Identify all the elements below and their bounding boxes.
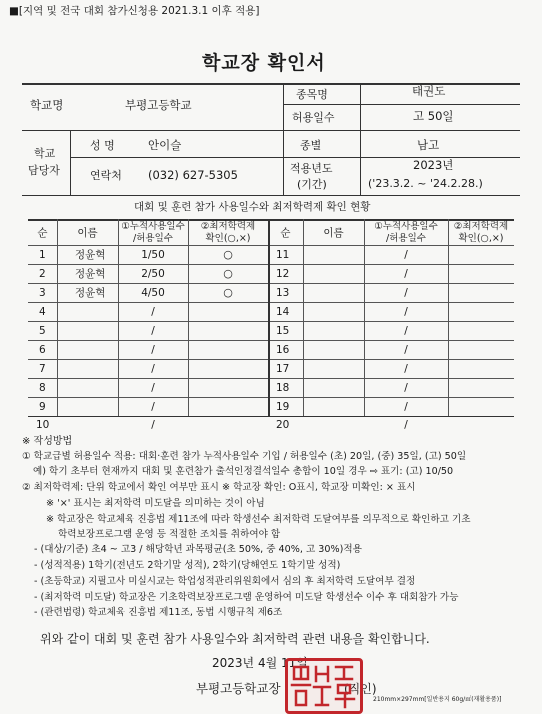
- row-no: 15: [276, 325, 290, 337]
- row-no: 16: [276, 344, 290, 356]
- row-no: 8: [39, 382, 46, 394]
- note-4b: 학력보장프로그램 운영 등 적절한 조치를 취하여야 함: [58, 529, 281, 540]
- row-days: /: [151, 325, 155, 337]
- row-check: ○: [223, 267, 233, 280]
- row-days: /: [404, 287, 408, 299]
- row-no: 20: [276, 419, 290, 431]
- row-no: 6: [39, 344, 46, 356]
- row-days: /: [151, 382, 155, 394]
- paper-spec: 210mm×297mm[일반용지 60g/㎡(재활용품)]: [373, 696, 502, 703]
- row-days: /: [151, 401, 155, 413]
- row-days: /: [151, 306, 155, 318]
- manager-label-1: 학교: [34, 147, 56, 160]
- row-no: 12: [276, 268, 290, 280]
- page-title: 학교장 확인서: [202, 52, 326, 74]
- row-days: /: [404, 325, 408, 337]
- row-name: 정윤혁: [75, 287, 106, 299]
- row-days: /: [404, 382, 408, 394]
- notes-heading: ※ 작성방법: [22, 436, 73, 447]
- note-1b: 예) 학기 초부터 현재까지 대회 및 훈련참가 출석인정결석일수 총합이 10일 경우 ⇨ 표기: (고) 10/50: [33, 466, 454, 477]
- header-note: ■[지역 및 전국 대회 참가신청용 2021.3.1 이후 적용]: [9, 5, 260, 17]
- note-3: ※ '×' 표시는 최저학력 미도달을 의미하는 것이 아님: [46, 498, 265, 509]
- sport-value: 태권도: [412, 84, 446, 98]
- gender-value: 남고: [417, 138, 440, 152]
- allowed-days-label: 허용일수: [292, 111, 335, 124]
- note-2: ② 최저학력제: 단위 학교에서 확인 여부만 표시 ※ 학교장 확인: O표시, 학교장 미확인: × 표시: [22, 482, 416, 493]
- row-no: 11: [276, 249, 290, 261]
- bullet-2: - (성적적용) 1학기(전년도 2학기말 성적), 2학기(당해연도 1학기말 성적): [34, 560, 341, 571]
- period-value: ('23.3.2. ~ '24.2.28.): [368, 177, 483, 190]
- header-check-left-1: ②최저학력제: [200, 221, 256, 232]
- header-name-left: 이름: [77, 227, 98, 239]
- name-value: 안이슬: [148, 138, 182, 152]
- row-no: 2: [39, 268, 46, 280]
- school-label: 학교명: [30, 98, 64, 112]
- seal-glyphs: [288, 661, 360, 711]
- row-no: 19: [276, 401, 290, 413]
- row-days: /: [404, 419, 408, 431]
- row-days: /: [404, 363, 408, 375]
- row-check: ○: [223, 286, 233, 299]
- bullet-3: - (초등학교) 지필고사 미실시교는 학업성적관리위원회에서 심의 후 최저학력 도달여부 결정: [34, 576, 416, 587]
- header-check-right-2: 확인(○,×): [458, 233, 504, 244]
- row-no: 1: [39, 249, 46, 261]
- row-days: 2/50: [141, 268, 165, 280]
- header-days-right-1: ①누적사용일수: [374, 221, 438, 232]
- bullet-4: - (최저학력 미도달) 학교장은 기초학력보장프로그램 운영하여 미도달 학생선수 이수 후 대회참가 가능: [34, 592, 459, 603]
- header-check-right-1: ②최저학력제: [453, 221, 509, 232]
- header-no-right: 순: [280, 227, 291, 239]
- row-check: ○: [223, 248, 233, 261]
- year-value: 2023년: [413, 158, 454, 172]
- row-days: /: [404, 249, 408, 261]
- row-days: /: [151, 363, 155, 375]
- row-days: 1/50: [141, 249, 165, 261]
- row-no: 5: [39, 325, 46, 337]
- row-no: 18: [276, 382, 290, 394]
- contact-label: 연락처: [90, 169, 122, 182]
- row-days: /: [404, 401, 408, 413]
- allowed-days-value: 고 50일: [413, 109, 454, 123]
- manager-label-2: 담당자: [28, 164, 60, 177]
- school-value: 부평고등학교: [125, 98, 192, 112]
- row-no: 10: [36, 419, 50, 431]
- contact-value: (032) 627-5305: [148, 168, 238, 182]
- row-days: /: [151, 344, 155, 356]
- name-label: 성 명: [90, 139, 115, 152]
- row-no: 13: [276, 287, 290, 299]
- bullet-1: - (대상/기준) 초4 ~ 고3 / 해당학년 과목평균(초 50%, 중 40%, 고 30%)적용: [34, 544, 362, 555]
- header-check-left-2: 확인(○,×): [205, 233, 251, 244]
- year-label-2: (기간): [297, 178, 327, 191]
- row-days: /: [404, 344, 408, 356]
- row-no: 17: [276, 363, 290, 375]
- row-days: /: [151, 419, 155, 431]
- row-days: /: [404, 306, 408, 318]
- row-days: /: [404, 268, 408, 280]
- header-days-left-2: /허용일수: [133, 233, 173, 244]
- confirm-text: 위와 같이 대회 및 훈련 참가 사용일수와 최저학력 관련 내용을 확인합니다.: [40, 632, 430, 646]
- row-no: 7: [39, 363, 46, 375]
- table-title: 대회 및 훈련 참가 사용일수와 최저학력제 확인 현황: [134, 201, 371, 213]
- official-seal-stamp: [285, 658, 363, 714]
- row-no: 3: [39, 287, 46, 299]
- header-days-left-1: ①누적사용일수: [121, 221, 185, 232]
- row-no: 9: [39, 401, 46, 413]
- row-no: 14: [276, 306, 290, 318]
- signature-date: 2023년 4월 11일: [212, 656, 308, 670]
- row-days: 4/50: [141, 287, 165, 299]
- header-name-right: 이름: [323, 227, 344, 239]
- sport-label: 종목명: [296, 88, 328, 101]
- header-days-right-2: /허용일수: [386, 233, 426, 244]
- seal-suffix: (직인): [344, 682, 377, 696]
- note-1a: ① 학교급별 허용일수 적용: 대회·훈련 참가 누적사용일수 기입 / 허용일수 (초) 20일, (중) 35일, (고) 50일: [22, 451, 467, 462]
- year-label-1: 적용년도: [290, 162, 333, 175]
- header-no-left: 순: [37, 227, 48, 239]
- row-name: 정윤혁: [75, 249, 106, 261]
- principal-name: 부평고등학교장: [196, 681, 281, 696]
- bullet-5: - (관련법령) 학교체육 진흥법 제11조, 동법 시행규칙 제6조: [34, 607, 283, 618]
- note-4a: ※ 학교장은 학교체육 진흥법 제11조에 따라 학생선수 최저학력 도달여부를 의무적으로 확인하고 기초: [46, 514, 471, 525]
- row-no: 4: [39, 306, 46, 318]
- row-name: 정윤혁: [75, 268, 106, 280]
- gender-label: 종별: [300, 139, 322, 152]
